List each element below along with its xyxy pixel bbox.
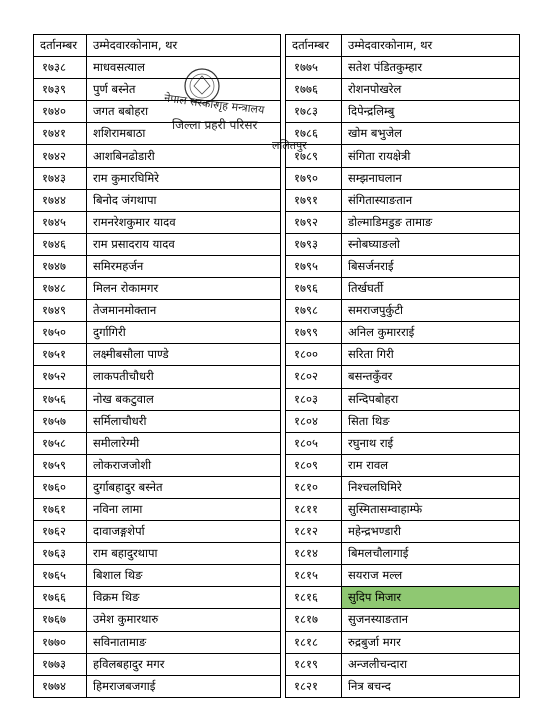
candidate-name-cell: स्नोबघ्याङलो <box>342 233 520 255</box>
table-row <box>286 498 520 520</box>
registration-number-cell: १७८९ <box>286 145 342 167</box>
candidate-name-cell: रोशनपोखरेल <box>342 79 520 101</box>
candidate-name-cell: सयराज मल्ल <box>342 565 520 587</box>
candidate-name-cell: सम्झनाघलान <box>342 167 520 189</box>
table-row <box>286 609 520 631</box>
table-row <box>34 123 281 145</box>
candidate-name-cell: संगितास्याङतान <box>342 189 520 211</box>
registration-number-cell: १७७३ <box>34 653 87 675</box>
table-row <box>34 300 281 322</box>
table-row <box>286 300 520 322</box>
candidate-name-cell: अन्जलीचन्दारा <box>342 653 520 675</box>
left-candidate-table <box>33 34 281 698</box>
registration-number-cell: १७७० <box>34 631 87 653</box>
registration-number-cell: १७९५ <box>286 255 342 277</box>
candidate-name-cell: संगिता रायक्षेत्री <box>342 145 520 167</box>
registration-number-cell: १७४४ <box>34 189 87 211</box>
candidate-name-cell: रामनरेशकुमार यादव <box>87 211 281 233</box>
candidate-name-cell: बिशाल थिङ <box>87 565 281 587</box>
candidate-name-cell: नोख बकटुवाल <box>87 388 281 410</box>
table-row <box>286 167 520 189</box>
candidate-name-cell: मिलन रोकामगर <box>87 278 281 300</box>
candidate-name-cell: राम रावल <box>342 454 520 476</box>
registration-number-cell: १८०४ <box>286 410 342 432</box>
registration-number-cell: १७६३ <box>34 543 87 565</box>
candidate-name-cell: बसन्तकुँवर <box>342 366 520 388</box>
table-row <box>286 79 520 101</box>
table-row <box>286 344 520 366</box>
registration-number-cell: १८०५ <box>286 432 342 454</box>
registration-number-cell: १८१९ <box>286 653 342 675</box>
registration-number-cell: १७४१ <box>34 123 87 145</box>
registration-number-cell: १७९९ <box>286 322 342 344</box>
table-row <box>34 675 281 697</box>
registration-number-cell: १७४८ <box>34 278 87 300</box>
stamp-line-4: ललितपुर <box>272 139 307 152</box>
table-row <box>286 543 520 565</box>
table-row <box>34 233 281 255</box>
registration-number-cell: १८१२ <box>286 521 342 543</box>
registration-number-cell: १७५९ <box>34 454 87 476</box>
registration-number-cell: १८०९ <box>286 454 342 476</box>
registration-number-cell: १८१० <box>286 476 342 498</box>
table-row <box>286 587 520 609</box>
registration-number-cell: १८१७ <box>286 609 342 631</box>
table-row <box>286 101 520 123</box>
candidate-name-cell: राम बहादुरथापा <box>87 543 281 565</box>
registration-number-cell: १७६१ <box>34 498 87 520</box>
registration-number-cell: १७६२ <box>34 521 87 543</box>
table-row <box>286 211 520 233</box>
candidate-name-cell: बिनोद जंगथापा <box>87 189 281 211</box>
table-row <box>34 344 281 366</box>
candidate-name-cell: समीलारेग्मी <box>87 432 281 454</box>
right-candidate-table <box>285 34 520 698</box>
table-row <box>34 410 281 432</box>
candidate-name-cell: दुर्गाबहादुर बस्नेत <box>87 476 281 498</box>
registration-number-cell: १७९२ <box>286 211 342 233</box>
candidate-name-cell: बिमलचौलागाई <box>342 543 520 565</box>
registration-number-cell: १७५० <box>34 322 87 344</box>
registration-number-cell: १८१५ <box>286 565 342 587</box>
table-row <box>286 189 520 211</box>
table-row <box>286 57 520 79</box>
candidate-name-cell: खोम बभुजेल <box>342 123 520 145</box>
table-row <box>34 476 281 498</box>
candidate-name-cell: नित्र बचन्द <box>342 675 520 697</box>
registration-number-cell: १७५६ <box>34 388 87 410</box>
table-row <box>286 322 520 344</box>
candidate-name-cell: सरिता गिरी <box>342 344 520 366</box>
table-row <box>286 410 520 432</box>
table-row <box>286 432 520 454</box>
registration-number-cell: १८०३ <box>286 388 342 410</box>
candidate-name-cell: डोल्माडिमडुङ तामाङ <box>342 211 520 233</box>
table-row <box>34 388 281 410</box>
registration-number-cell: १७४९ <box>34 300 87 322</box>
table-row <box>34 432 281 454</box>
table-row <box>34 565 281 587</box>
table-row <box>34 498 281 520</box>
candidate-name-cell: विक्रम थिङ <box>87 587 281 609</box>
registration-number-cell: १७४२ <box>34 145 87 167</box>
registration-number-cell: १७६७ <box>34 609 87 631</box>
table-row <box>286 145 520 167</box>
candidate-name-cell: रुद्रबुर्जा मगर <box>342 631 520 653</box>
registration-number-cell: १७९१ <box>286 189 342 211</box>
table-row <box>34 454 281 476</box>
candidate-name-cell: निश्चलघिमिरे <box>342 476 520 498</box>
candidate-name-cell: राम कुमारघिमिरे <box>87 167 281 189</box>
registration-number-cell: १७४७ <box>34 255 87 277</box>
table-row <box>286 233 520 255</box>
candidate-name-cell: उमेश कुमारथारु <box>87 609 281 631</box>
registration-number-cell: १७९८ <box>286 300 342 322</box>
candidate-name-cell: समिरमहर्जन <box>87 255 281 277</box>
table-row <box>34 543 281 565</box>
table-row <box>286 565 520 587</box>
table-header-row <box>286 35 520 57</box>
registration-number-cell: १७४० <box>34 101 87 123</box>
candidate-name-cell: तिर्खघर्ती <box>342 278 520 300</box>
candidate-name-cell: सिता थिङ <box>342 410 520 432</box>
header-candidate-name: उम्मेदवारकोनाम, थर <box>87 35 281 57</box>
registration-number-cell: १८१४ <box>286 543 342 565</box>
registration-number-cell: १७९६ <box>286 278 342 300</box>
table-row <box>286 278 520 300</box>
registration-number-cell: १८०० <box>286 344 342 366</box>
table-row <box>34 631 281 653</box>
registration-number-cell: १८१८ <box>286 631 342 653</box>
registration-number-cell: १७८३ <box>286 101 342 123</box>
stamp-line-3: जिल्ला प्रहरी परिसर <box>172 118 258 132</box>
registration-number-cell: १७८६ <box>286 123 342 145</box>
registration-number-cell: १७६६ <box>34 587 87 609</box>
registration-number-cell: १७४५ <box>34 211 87 233</box>
table-row <box>34 79 281 101</box>
candidate-name-cell: समराजपुर्कुटी <box>342 300 520 322</box>
header-candidate-name: उम्मेदवारकोनाम, थर <box>342 35 520 57</box>
stamp-line-1: नेपाल सरकार <box>163 91 219 112</box>
candidate-name-cell: दुर्गागिरी <box>87 322 281 344</box>
table-header-row <box>34 35 281 57</box>
header-registration-number: दर्तानम्बर <box>286 35 342 57</box>
registration-number-cell: १७९० <box>286 167 342 189</box>
table-row <box>34 366 281 388</box>
candidate-name-cell: लोकराजजोशी <box>87 454 281 476</box>
candidate-name-cell: बिसर्जनराई <box>342 255 520 277</box>
registration-number-cell: १७५८ <box>34 432 87 454</box>
candidate-name-cell: तेजमानमोक्तान <box>87 300 281 322</box>
candidate-name-cell: नविना लामा <box>87 498 281 520</box>
candidate-name-cell: सुदिप मिजार <box>342 587 520 609</box>
registration-number-cell: १७७६ <box>286 79 342 101</box>
table-row <box>286 675 520 697</box>
table-row <box>286 476 520 498</box>
table-row <box>286 255 520 277</box>
registration-number-cell: १७४६ <box>34 233 87 255</box>
registration-number-cell: १७७४ <box>34 675 87 697</box>
registration-number-cell: १७५७ <box>34 410 87 432</box>
registration-number-cell: १७७५ <box>286 57 342 79</box>
table-row <box>286 653 520 675</box>
candidate-name-cell: लाकपतीचौधरी <box>87 366 281 388</box>
candidate-name-cell: आशबिनढोडारी <box>87 145 281 167</box>
candidate-name-cell: सन्दिपबोहरा <box>342 388 520 410</box>
table-row <box>34 521 281 543</box>
table-row <box>286 454 520 476</box>
table-row <box>34 255 281 277</box>
candidate-name-cell: सुजनस्याङतान <box>342 609 520 631</box>
candidate-name-cell: सर्मिलाचौधरी <box>87 410 281 432</box>
table-row <box>34 653 281 675</box>
table-row <box>286 123 520 145</box>
stamp-line-2: गृह मन्त्रालय <box>215 98 265 117</box>
registration-number-cell: १८२१ <box>286 675 342 697</box>
candidate-name-cell: सविनातामाङ <box>87 631 281 653</box>
table-row <box>34 101 281 123</box>
candidate-name-cell: माधवसत्याल <box>87 57 281 79</box>
table-row <box>34 278 281 300</box>
candidate-name-cell: दिपेन्द्रलिम्बु <box>342 101 520 123</box>
registration-number-cell: १८१६ <box>286 587 342 609</box>
candidate-name-cell: सतेश पंडितकुम्हार <box>342 57 520 79</box>
registration-number-cell: १७३९ <box>34 79 87 101</box>
candidate-name-cell: राम प्रसादराय यादव <box>87 233 281 255</box>
candidate-name-cell: पुर्ण बस्नेत <box>87 79 281 101</box>
candidate-name-cell: शशिरामबाठा <box>87 123 281 145</box>
registration-number-cell: १८११ <box>286 498 342 520</box>
table-row <box>286 521 520 543</box>
registration-number-cell: १८०२ <box>286 366 342 388</box>
registration-number-cell: १७९३ <box>286 233 342 255</box>
table-row <box>34 57 281 79</box>
table-row <box>34 189 281 211</box>
table-row <box>34 167 281 189</box>
table-row <box>34 211 281 233</box>
table-row <box>34 609 281 631</box>
candidate-name-cell: जगत बबोहरा <box>87 101 281 123</box>
registration-number-cell: १७६५ <box>34 565 87 587</box>
header-registration-number: दर्तानम्बर <box>34 35 87 57</box>
table-row <box>286 388 520 410</box>
table-row <box>34 587 281 609</box>
table-row <box>34 145 281 167</box>
candidate-name-cell: सुस्मितासम्वाहाम्फे <box>342 498 520 520</box>
candidate-name-cell: हिमराजबजगाई <box>87 675 281 697</box>
candidate-name-cell: महेन्द्रभण्डारी <box>342 521 520 543</box>
registration-number-cell: १७५१ <box>34 344 87 366</box>
registration-number-cell: १७५२ <box>34 366 87 388</box>
candidate-name-cell: अनिल कुमारराई <box>342 322 520 344</box>
table-row <box>286 366 520 388</box>
candidate-name-cell: रघुनाथ राई <box>342 432 520 454</box>
candidate-name-cell: हविलबहादुर मगर <box>87 653 281 675</box>
table-row <box>286 631 520 653</box>
registration-number-cell: १७४३ <box>34 167 87 189</box>
candidate-name-cell: दावाजङ्गशेर्पा <box>87 521 281 543</box>
table-row <box>34 322 281 344</box>
candidate-name-cell: लक्ष्मीबसौला पाण्डे <box>87 344 281 366</box>
registration-number-cell: १७३८ <box>34 57 87 79</box>
registration-number-cell: १७६० <box>34 476 87 498</box>
